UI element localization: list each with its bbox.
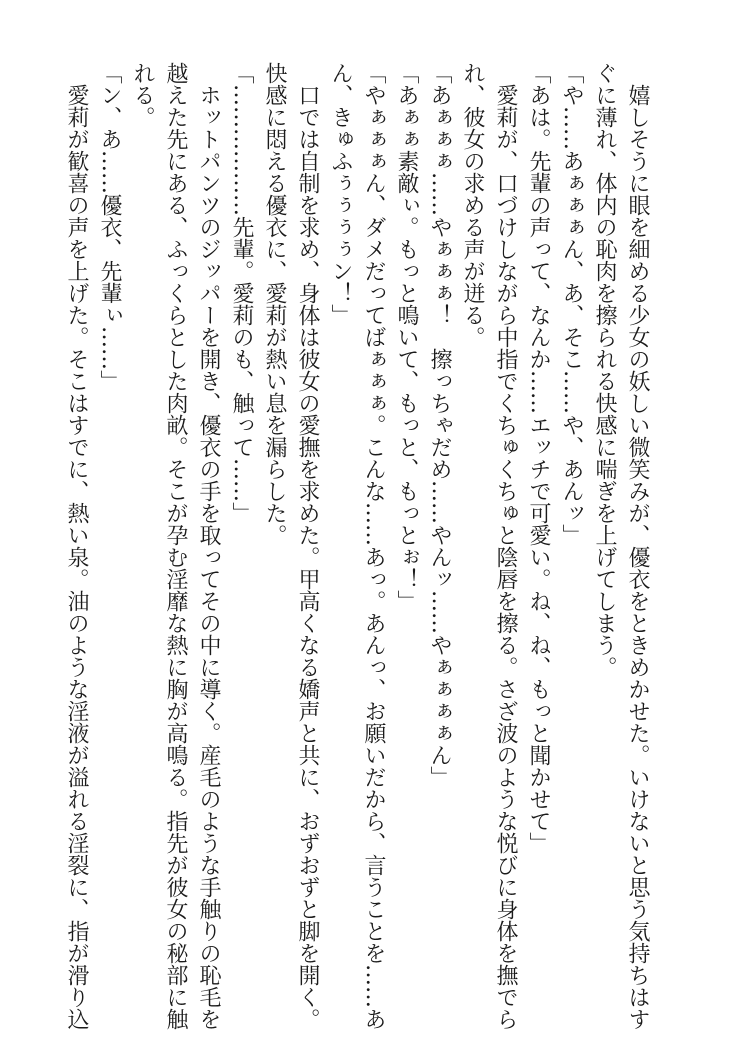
text-line: れる。 xyxy=(130,62,155,128)
text-line: 「や……あぁぁぁん、あ、そこ……や、あんッ」 xyxy=(559,62,584,546)
text-line: 「あぁぁ素敵ぃ。もっと鳴いて、もっと、もっとぉ！」 xyxy=(394,62,419,612)
text-line: 越えた先にある、ふっくらとした肉畝。そこが孕む淫靡な熱に胸が高鳴る。指先が彼女の秘部に触 xyxy=(163,62,188,1030)
vertical-text-body xyxy=(60,62,654,1030)
text-line: 口では自制を求め、身体は彼女の愛撫を求めた。甲高くなる嬌声と共に、おずおずと脚を開く。 xyxy=(295,62,320,1030)
text-line: ぐに薄れ、体内の恥肉を擦られる快感に喘ぎを上げてしまう。 xyxy=(592,62,617,678)
text-line: ん、きゅふぅぅぅぅン！」 xyxy=(328,62,353,326)
text-line: 嬉しそうに眼を細める少女の妖しい微笑みが、優衣をときめかせた。いけないと思う気持ちはす xyxy=(625,62,650,1030)
text-line: 「やぁぁぁん、ダメだってばぁぁぁ。こんな……あっ。あんっ、お願いだから、言うことを……あ xyxy=(361,62,386,1030)
text-line: ホットパンツのジッパーを開き、優衣の手を取ってその中に導く。産毛のような手触りの恥毛を xyxy=(196,62,221,1030)
text-line: 「ン、あ……優衣、先輩ぃ……」 xyxy=(97,62,122,392)
text-line: 「あは。先輩の声って、なんか……エッチで可愛い。ね、ね、もっと聞かせて」 xyxy=(526,62,551,854)
text-line: 「あぁぁぁ……やぁぁぁ！ 擦っちゃだめ……やんッ……やぁぁぁぁん」 xyxy=(427,62,452,788)
text-line: 「………………先輩。愛莉のも、触って……」 xyxy=(229,62,254,524)
text-line: 愛莉が歓喜の声を上げた。そこはすでに、熱い泉。油のような淫液が溢れる淫裂に、指が滑り込 xyxy=(64,62,89,1030)
text-line: れ、彼女の求める声が迸る。 xyxy=(460,62,485,348)
text-line: 快感に悶える優衣に、愛莉が熱い息を漏らした。 xyxy=(262,62,287,546)
text-line: 愛莉が、口づけしながら中指でくちゅくちゅと陰唇を擦る。さざ波のような悦びに身体を撫でら xyxy=(493,62,518,1030)
